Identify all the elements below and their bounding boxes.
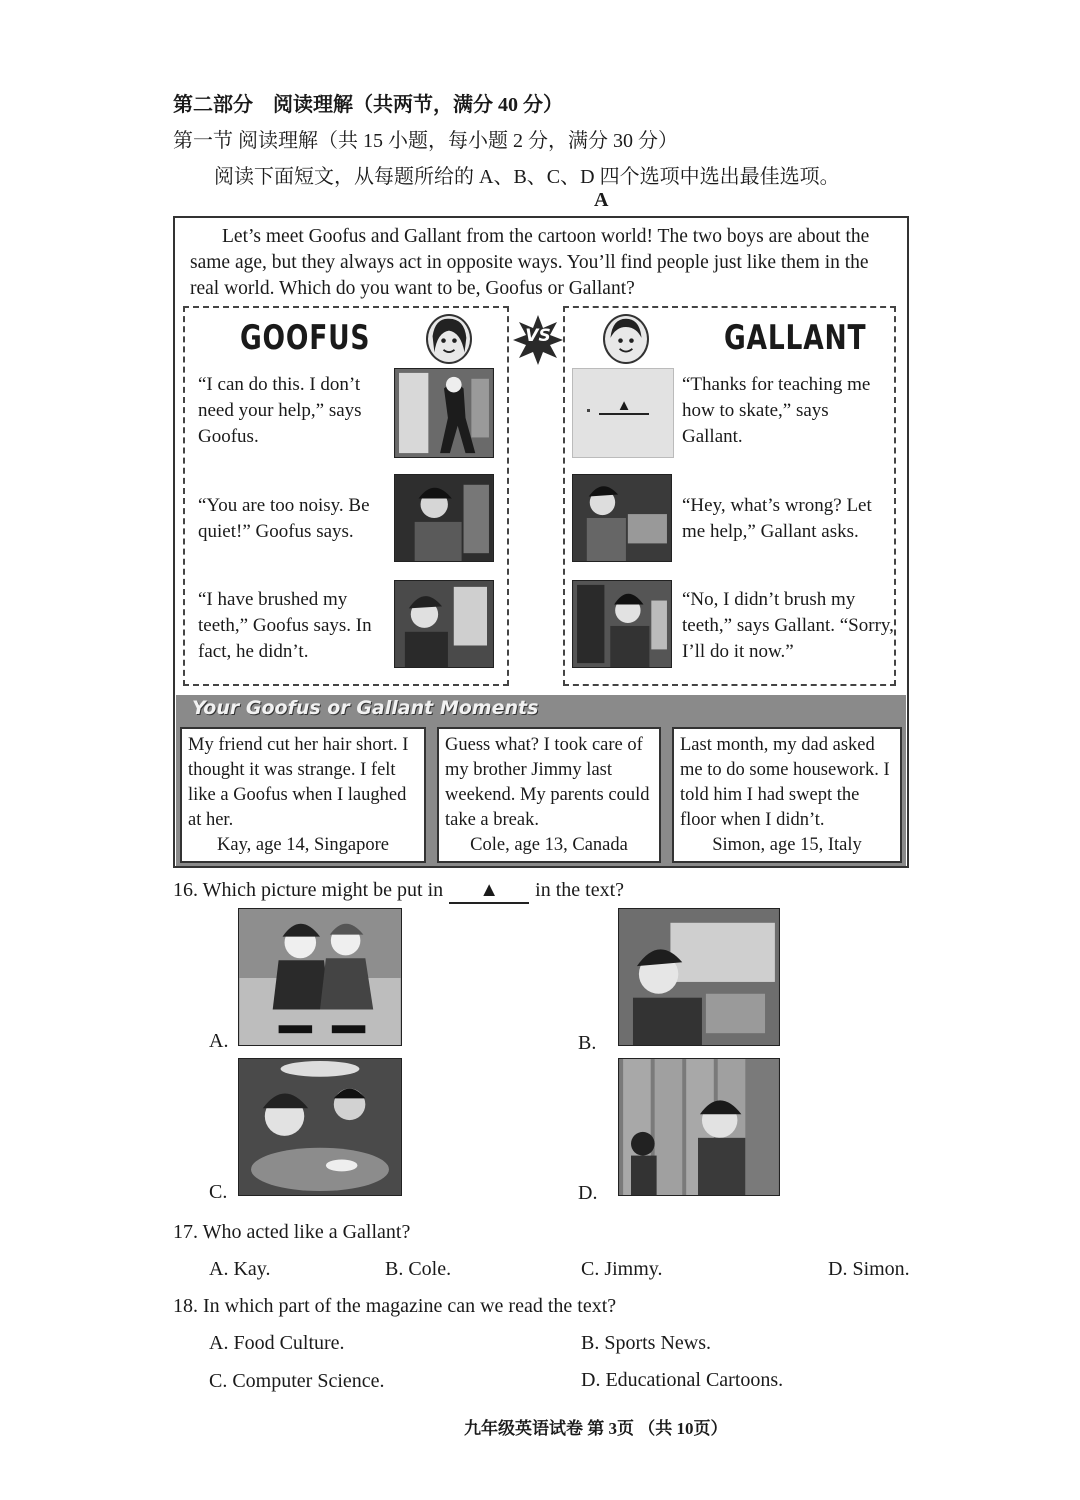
question-17-option-b[interactable]: B. Cole.	[385, 1258, 452, 1280]
option-c-label: C.	[209, 1181, 228, 1203]
passage-intro: Let’s meet Goofus and Gallant from the cartoon world! The two boys are about the same age, but they always act in opposite ways. You’ll find people just like them in the real world. Which do you want to be, Goofus or Gallant?	[190, 226, 870, 299]
instruction: 阅读下面短文，从每题所给的 A、B、C、D 四个选项中选出最佳选项。	[214, 166, 840, 188]
question-17-option-a[interactable]: A. Kay.	[209, 1258, 271, 1280]
option-a-picture[interactable]	[238, 908, 402, 1046]
moment-signature: Cole, age 13, Canada	[470, 835, 628, 855]
question-16-blank: ▲	[449, 879, 529, 904]
moment-text: Guess what? I took care of my brother Jimmy last weekend. My parents could take a break.	[445, 735, 650, 830]
goofus-picture-3	[394, 580, 494, 668]
question-16-stem-end: in the text?	[535, 879, 624, 901]
missing-picture-placeholder	[572, 368, 674, 458]
part-title: 第二部分 阅读理解（共两节，满分 40 分）	[173, 94, 563, 116]
moment-text: Last month, my dad asked me to do some housework. I told him I had swept the floor when I didn’t.	[680, 735, 890, 830]
moment-card-simon	[672, 727, 902, 863]
moment-card-kay	[180, 727, 426, 863]
gallant-quote-2: “Hey, what’s wrong? Let me help,” Gallant asks.	[682, 495, 872, 542]
option-c-picture[interactable]	[238, 1058, 402, 1196]
question-16	[173, 879, 624, 904]
question-18-option-c[interactable]: C. Computer Science.	[209, 1370, 385, 1392]
vs-label: VS	[525, 326, 551, 346]
goofus-title: GOOFUS	[240, 318, 371, 358]
option-d-label: D.	[578, 1182, 598, 1204]
goofus-quote-2: “You are too noisy. Be quiet!” Goofus says.	[198, 495, 370, 542]
option-b-label: B.	[578, 1032, 597, 1054]
gallant-picture-2	[572, 474, 672, 562]
gallant-title: GALLANT	[724, 318, 867, 358]
question-17-option-c[interactable]: C. Jimmy.	[581, 1258, 663, 1280]
page-footer: 九年级英语试卷 第 3页 （共 10页）	[464, 1419, 728, 1438]
passage-label: A	[594, 189, 609, 211]
question-18-option-b[interactable]: B. Sports News.	[581, 1332, 712, 1354]
option-a-label: A.	[209, 1030, 229, 1052]
goofus-quote-3: “I have brushed my teeth,” Goofus says. In fact, he didn’t.	[198, 589, 372, 662]
moment-signature: Simon, age 15, Italy	[712, 835, 862, 855]
option-b-picture[interactable]	[618, 908, 780, 1046]
gallant-picture-3	[572, 580, 672, 668]
placeholder-triangle: ▲	[616, 398, 632, 414]
question-17-stem: 17. Who acted like a Gallant?	[173, 1221, 411, 1243]
question-17-option-d[interactable]: D. Simon.	[828, 1258, 910, 1280]
question-18-option-d[interactable]: D. Educational Cartoons.	[581, 1369, 784, 1391]
gallant-quote-3: “No, I didn’t brush my teeth,” says Gallant. “Sorry, I’ll do it now.”	[682, 589, 894, 662]
goofus-picture-2	[394, 474, 494, 562]
moment-text: My friend cut her hair short. I thought it was strange. I felt like a Goofus when I laughed at her.	[188, 735, 409, 830]
goofus-picture-1	[394, 368, 494, 458]
goofus-quote-1: “I can do this. I don’t need your help,” says Goofus.	[198, 374, 362, 447]
section-subtitle: 第一节 阅读理解（共 15 小题，每小题 2 分，满分 30 分）	[173, 130, 678, 152]
moments-title: Your Goofus or Gallant Moments	[192, 697, 539, 719]
gallant-avatar	[603, 314, 649, 364]
question-18-option-a[interactable]: A. Food Culture.	[209, 1332, 345, 1354]
gallant-quote-1: “Thanks for teaching me how to skate,” says Gallant.	[682, 374, 871, 447]
moment-card-cole	[437, 727, 661, 863]
option-d-picture[interactable]	[618, 1058, 780, 1196]
goofus-avatar	[426, 314, 472, 364]
question-16-stem: 16. Which picture might be put in	[173, 879, 444, 901]
question-18-stem: 18. In which part of the magazine can we read the text?	[173, 1295, 617, 1317]
moment-signature: Kay, age 14, Singapore	[217, 835, 389, 855]
